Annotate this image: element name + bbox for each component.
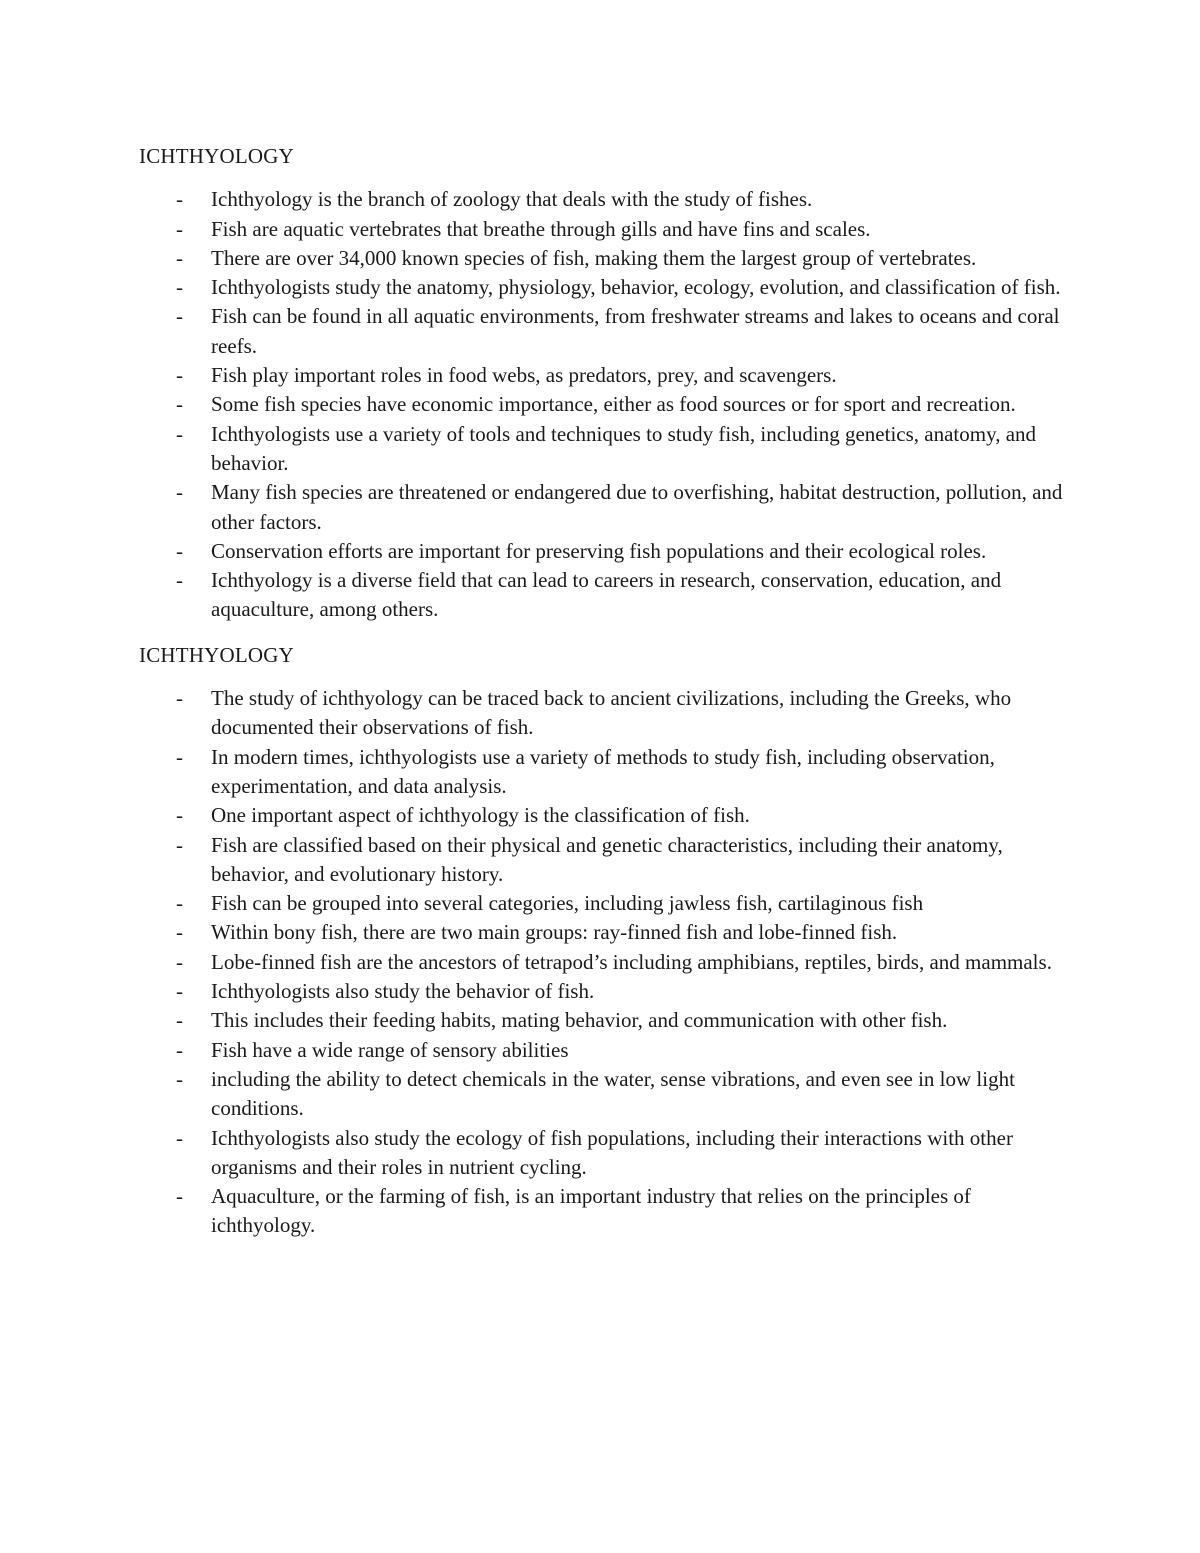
dash-marker: - [176,304,183,329]
dash-marker: - [176,187,183,212]
dash-marker: - [176,216,183,241]
bullet-item [139,478,1079,537]
dash-marker: - [176,1125,183,1150]
dash-marker: - [176,363,183,388]
bullet-text: Ichthyology is the branch of zoology that deals with the study of fishes. [211,187,813,212]
bullet-list [139,684,1079,1241]
bullet-text: Fish are classified based on their physical and genetic characteristics, including their anatomy, behavior, and evolutionary history. [211,832,1003,886]
bullet-item [139,390,1079,419]
bullet-text: Ichthyologists also study the ecology of fish populations, including their interactions with other organisms and their roles in nutrient cycling. [211,1125,1013,1179]
bullet-text: Many fish species are threatened or endangered due to overfishing, habitat destruction, pollution, and other factors. [211,480,1063,534]
bullet-text: Ichthyologists study the anatomy, physiology, behavior, ecology, evolution, and classification of fish. [211,275,1061,300]
bullet-item [139,801,1079,830]
bullet-item [139,244,1079,273]
bullet-item [139,361,1079,390]
dash-marker: - [176,1008,183,1033]
bullet-item [139,215,1079,244]
section-title: ICHTHYOLOGY [139,144,295,168]
bullet-item [139,684,1079,743]
bullet-item [139,889,1079,918]
bullet-text: Fish can be grouped into several categories, including jawless fish, cartilaginous fish [211,891,924,916]
bullet-text: One important aspect of ichthyology is the classification of fish. [211,803,750,828]
dash-marker: - [176,803,183,828]
bullet-text: Fish have a wide range of sensory abilities [211,1037,569,1062]
dash-marker: - [176,686,183,711]
bullet-item [139,1124,1079,1183]
dash-marker: - [176,275,183,300]
dash-marker: - [176,920,183,945]
bullet-text: In modern times, ichthyologists use a variety of methods to study fish, including observation, experimentation, and data analysis. [211,744,995,798]
dash-marker: - [176,421,183,446]
bullet-item [139,977,1079,1006]
bullet-text: The study of ichthyology can be traced back to ancient civilizations, including the Greeks, who documented their observations of fish. [211,686,1012,740]
section-title: ICHTHYOLOGY [139,642,295,667]
bullet-text: including the ability to detect chemicals in the water, sense vibrations, and even see in low light conditions. [211,1066,1015,1121]
dash-marker: - [176,744,183,769]
bullet-item [139,1182,1079,1241]
dash-marker: - [176,245,183,270]
bullet-item [139,743,1079,802]
bullet-list [139,185,1079,624]
bullet-item [139,566,1079,625]
dash-marker: - [176,1037,183,1062]
bullet-text: Ichthyologists also study the behavior of fish. [211,979,595,1004]
bullet-text: Fish are aquatic vertebrates that breathe through gills and have fins and scales. [211,216,871,241]
bullet-item [139,1006,1079,1035]
bullet-text: There are over 34,000 known species of fish, making them the largest group of vertebrates. [211,245,977,270]
bullet-text: This includes their feeding habits, mating behavior, and communication with other fish. [211,1008,948,1033]
dash-marker: - [176,832,183,857]
bullet-text: Fish play important roles in food webs, as predators, prey, and scavengers. [211,363,837,388]
section-1 [139,142,1079,625]
bullet-item [139,420,1079,479]
bullet-text: Lobe-finned fish are the ancestors of tetrapod’s including amphibians, reptiles, birds, and mammals. [211,949,1052,974]
bullet-text: Ichthyology is a diverse field that can lead to careers in research, conservation, education, and aquaculture, among others. [211,568,1002,622]
bullet-text: Within bony fish, there are two main groups: ray-finned fish and lobe-finned fish. [211,920,898,945]
bullet-item [139,948,1079,977]
bullet-item [139,831,1079,890]
dash-marker: - [176,538,183,563]
bullet-text: Ichthyologists use a variety of tools and techniques to study fish, including genetics, anatomy, and behavior. [211,421,1037,475]
section-2 [139,641,1079,1241]
bullet-item [139,1065,1079,1124]
bullet-item [139,1036,1079,1065]
bullet-text: Fish can be found in all aquatic environments, from freshwater streams and lakes to oceans and coral reefs. [211,304,1060,358]
dash-marker: - [176,979,183,1004]
dash-marker: - [176,1066,183,1091]
bullet-item [139,918,1079,947]
bullet-item [139,185,1079,214]
bullet-item [139,273,1079,302]
bullet-item [139,537,1079,566]
bullet-text: Some fish species have economic importance, either as food sources or for sport and recreation. [211,392,1016,417]
document-body [139,142,1079,1241]
bullet-item [139,302,1079,361]
dash-marker: - [176,949,183,974]
dash-marker: - [176,1184,183,1209]
bullet-text: Aquaculture, or the farming of fish, is an important industry that relies on the principles of ichthyology. [211,1184,971,1238]
dash-marker: - [176,891,183,916]
dash-marker: - [176,480,183,505]
bullet-text: Conservation efforts are important for preserving fish populations and their ecological roles. [211,538,987,563]
dash-marker: - [176,392,183,417]
dash-marker: - [176,568,183,593]
